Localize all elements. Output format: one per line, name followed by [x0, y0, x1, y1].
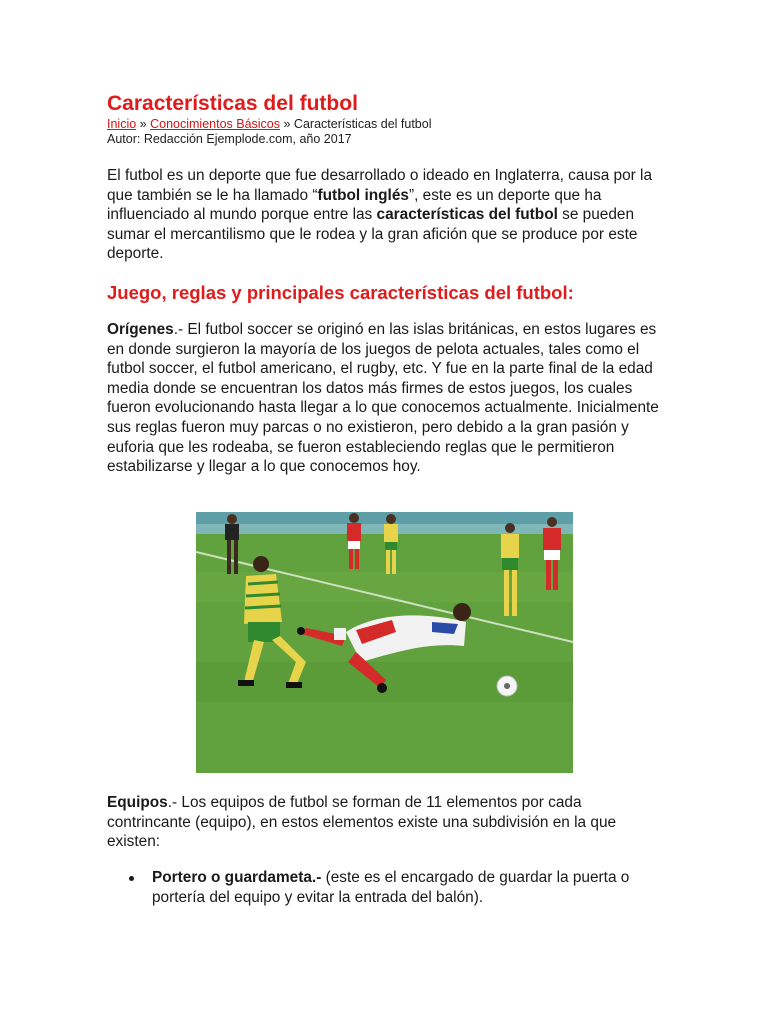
bullet-dot-icon — [129, 876, 134, 881]
soccer-match-illustration — [196, 512, 573, 773]
breadcrumb-current: Características del futbol — [293, 117, 432, 131]
soccer-ball-patch — [504, 683, 510, 689]
intro-text: se pueden sumar el mercantilismo que le rodea y la gran afición que se produce por este deporte. — [107, 206, 638, 263]
breadcrumb-separator: » — [280, 117, 294, 131]
origins-text: .- El futbol soccer se originó en las islas británicas, en estos lugares es en donde surgieron la mayoría de los juegos de pelota actuales, tales como el futbol soccer, el futbol americano, el rugby, etc. Y fue en la parte final de la edad media donde se encuentran los datos más firmes de estos juegos, los cuales fueron evolucionando hasta llegar a lo que conocemos actualmente. Inicialmente sus reglas fueron muy parcas o no existieron, pero debido a la gran pasión y euforia que les rodeaba, se fueron estableciendo reglas que le permitieron estabilizarse y llegar a lo que conocemos hoy. — [107, 321, 659, 476]
breadcrumb-home-link[interactable]: Inicio — [107, 117, 137, 131]
positions-list — [107, 868, 667, 907]
intro-text: El futbol es un deporte que fue desarrollado o ideado en Inglaterra, causa por la que también se le ha llamado “ — [107, 167, 653, 204]
page-title: Características del futbol — [107, 92, 358, 115]
position-label: Portero o guardameta.- — [152, 869, 322, 886]
intro-bold-term: características del futbol — [376, 206, 558, 224]
origins-paragraph — [107, 320, 667, 477]
position-text: (este es el encargado de guardar la puerta o portería del equipo y evitar la entrada del balón). — [152, 869, 630, 906]
author-line: Autor: Redacción Ejemplode.com, año 2017 — [107, 132, 352, 146]
origins-label: Orígenes — [107, 321, 174, 338]
intro-bold-term: futbol inglés — [317, 186, 409, 204]
section-heading: Juego, reglas y principales características del futbol: — [107, 282, 574, 303]
teams-label: Equipos — [107, 794, 168, 811]
intro-paragraph — [107, 166, 667, 264]
stadium-stands — [196, 512, 573, 524]
list-item — [107, 868, 667, 907]
breadcrumb-section-link[interactable]: Conocimientos Básicos — [150, 117, 281, 131]
teams-text: .- Los equipos de futbol se forman de 11 elementos por cada contrincante (equipo), en estos elementos existe una subdivisión en la que existen: — [107, 794, 617, 851]
breadcrumb — [107, 117, 431, 132]
teams-paragraph — [107, 793, 667, 852]
intro-text: ”, este es un deporte que ha influenciado al mundo porque entre las — [107, 186, 602, 224]
breadcrumb-separator: » — [136, 117, 151, 131]
soccer-match-photo — [196, 512, 573, 773]
